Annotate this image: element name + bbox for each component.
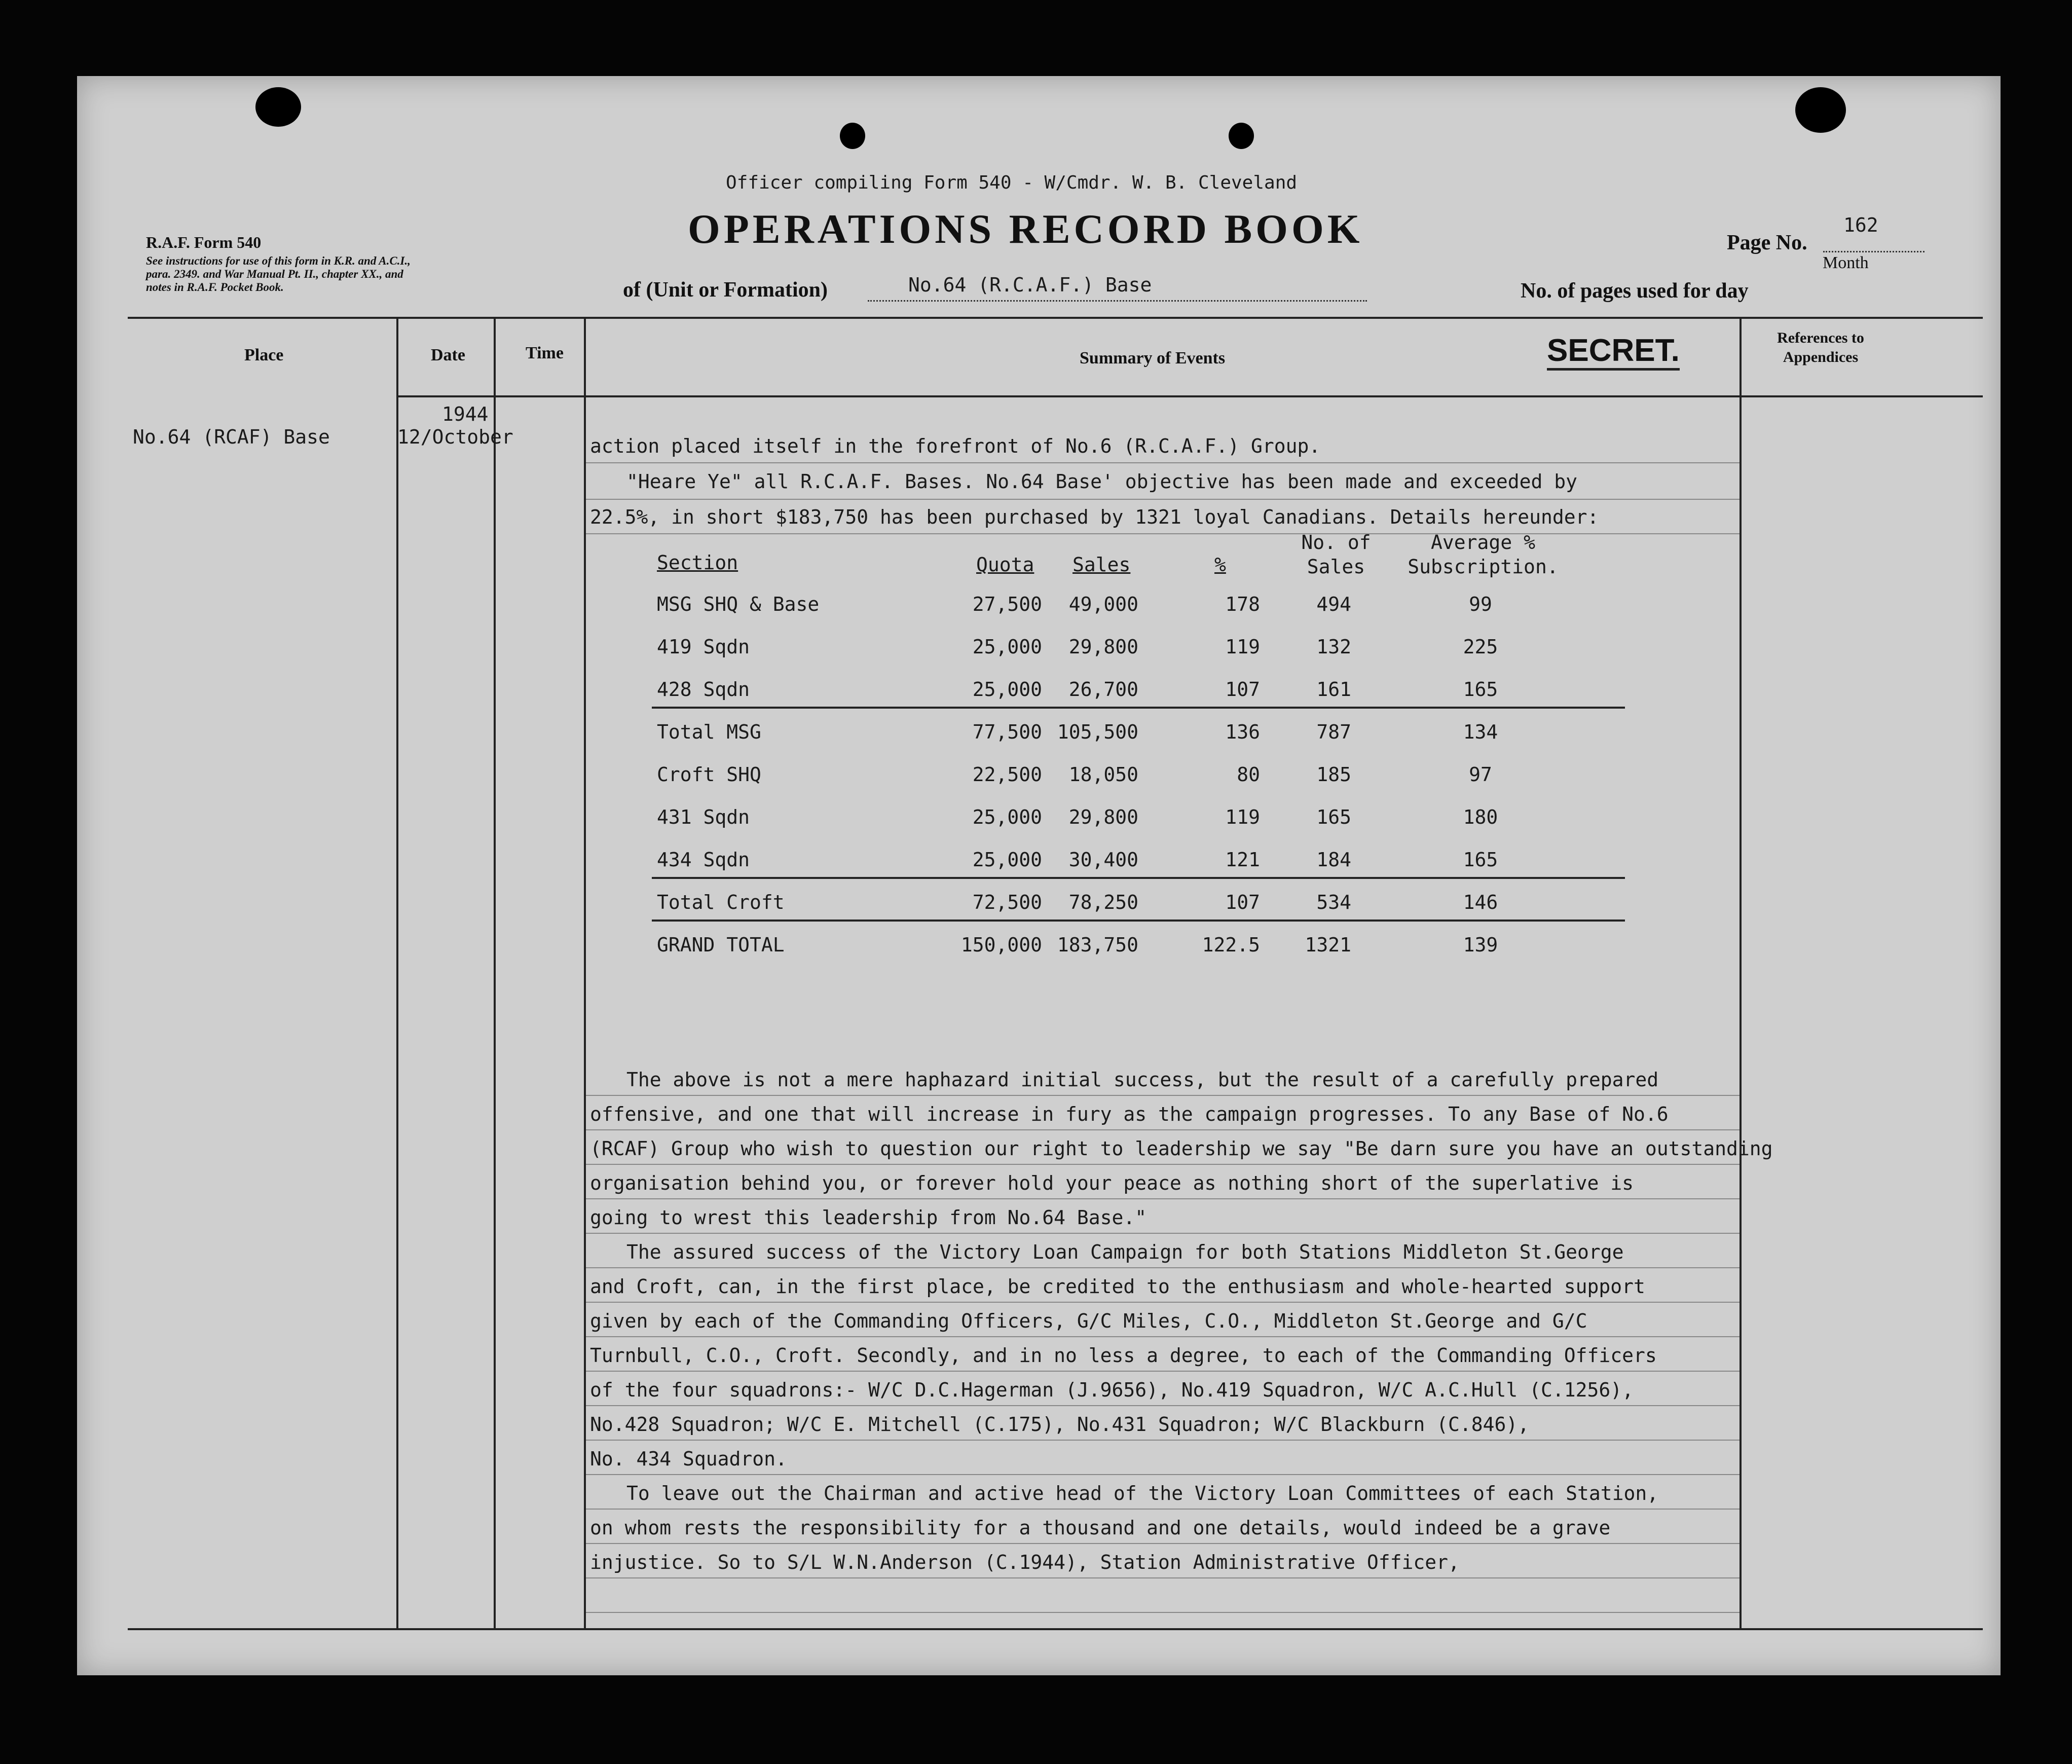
col-divider-date	[494, 317, 496, 1630]
month-label: Month	[1823, 253, 1869, 272]
cell-num: 534	[1316, 891, 1351, 913]
cell-section: Total Croft	[657, 891, 785, 913]
rule-line	[586, 1129, 1740, 1130]
cell-section: 419 Sqdn	[657, 636, 750, 658]
body-line-2: "Heare Ye" all R.C.A.F. Bases. No.64 Base' objective has been made and exceeded by	[626, 470, 1577, 493]
compiler-line: Officer compiling Form 540 - W/Cmdr. W. B. Cleveland	[726, 172, 1298, 193]
col-header-summary: Summary of Events	[1080, 349, 1226, 368]
cell-sales: 18,050	[1068, 763, 1138, 786]
table-row	[586, 593, 1740, 629]
pages-used-label: No. of pages used for day	[1521, 279, 1749, 303]
secret-stamp: SECRET.	[1547, 334, 1680, 371]
punch-hole-center-left	[840, 123, 865, 149]
form-note-3: notes in R.A.F. Pocket Book.	[146, 281, 284, 293]
rule-line	[586, 1543, 1740, 1544]
cell-sales: 29,800	[1068, 636, 1138, 658]
cell-section: Total MSG	[657, 721, 761, 743]
cell-quota: 25,000	[972, 806, 1042, 828]
page-no-underline	[1823, 251, 1925, 252]
form-note-2: para. 2349. and War Manual Pt. II., chapter XX., and	[146, 268, 403, 280]
cell-pct: 80	[1237, 763, 1260, 786]
cell-avg: 139	[1463, 934, 1498, 956]
table-row	[586, 934, 1740, 969]
cell-pct: 107	[1225, 678, 1260, 701]
cell-avg: 97	[1469, 763, 1492, 786]
col-header-place: Place	[244, 346, 284, 364]
cell-quota: 25,000	[972, 678, 1042, 701]
cell-num: 165	[1316, 806, 1351, 828]
rule-line	[586, 1267, 1740, 1268]
cell-avg: 99	[1469, 593, 1492, 615]
narrative-line: No. 434 Squadron.	[590, 1448, 787, 1470]
punch-hole-center-right	[1229, 123, 1254, 149]
cell-sales: 26,700	[1068, 678, 1138, 701]
rule-line	[586, 499, 1740, 500]
narrative-line: given by each of the Commanding Officers, G/C Miles, C.O., Middleton St.George and G/C	[590, 1310, 1587, 1332]
cell-sales: 183,750	[1057, 934, 1138, 956]
cell-quota: 72,500	[972, 891, 1042, 913]
rule-line	[586, 1371, 1740, 1372]
cell-section: Croft SHQ	[657, 763, 761, 786]
cell-num: 185	[1316, 763, 1351, 786]
cell-num: 787	[1316, 721, 1351, 743]
table-row	[586, 636, 1740, 671]
cell-num: 1321	[1305, 934, 1351, 956]
narrative-line: organisation behind you, or forever hold your peace as nothing short of the superlative is	[590, 1172, 1634, 1194]
cell-quota: 25,000	[972, 636, 1042, 658]
narrative-line: and Croft, can, in the first place, be credited to the enthusiasm and whole-hearted support	[590, 1275, 1645, 1298]
cell-quota: 150,000	[960, 934, 1042, 956]
col-header-date: Date	[431, 346, 465, 364]
cell-sales: 29,800	[1068, 806, 1138, 828]
narrative-line: going to wrest this leadership from No.64 Base."	[590, 1206, 1147, 1229]
cell-avg: 165	[1463, 849, 1498, 871]
header-num-sales: No. of Sales	[1301, 531, 1371, 578]
body-line-3: 22.5%, in short $183,750 has been purchased by 1321 loyal Canadians. Details hereunder:	[590, 506, 1599, 528]
cell-num: 494	[1316, 593, 1351, 615]
rule-line	[586, 1405, 1740, 1406]
cell-pct: 119	[1225, 636, 1260, 658]
cell-section: 428 Sqdn	[657, 678, 750, 701]
col-divider-summary	[1740, 317, 1742, 1630]
cell-sales: 30,400	[1068, 849, 1138, 871]
cell-quota: 22,500	[972, 763, 1042, 786]
cell-section: GRAND TOTAL	[657, 934, 785, 956]
col-header-time: Time	[526, 344, 564, 362]
col-header-references: References to Appendices	[1777, 329, 1864, 365]
cell-quota: 77,500	[972, 721, 1042, 743]
rule-line	[586, 1302, 1740, 1303]
total-underline	[652, 877, 1625, 879]
narrative-line: The assured success of the Victory Loan Campaign for both Stations Middleton St.George	[626, 1241, 1624, 1263]
narrative-line: offensive, and one that will increase in fury as the campaign progresses. To any Base of No.6	[590, 1103, 1669, 1125]
narrative-line: Turnbull, C.O., Croft. Secondly, and in no less a degree, to each of the Commanding Officers	[590, 1344, 1657, 1367]
header-avg: Average % Subscription.	[1408, 531, 1559, 578]
cell-avg: 146	[1463, 891, 1498, 913]
loan-table	[586, 527, 1740, 956]
narrative-line: No.428 Squadron; W/C E. Mitchell (C.175), No.431 Squadron; W/C Blackburn (C.846),	[590, 1413, 1530, 1436]
col-divider-place	[396, 317, 398, 1630]
cell-pct: 136	[1225, 721, 1260, 743]
cell-sales: 105,500	[1057, 721, 1138, 743]
cell-avg: 134	[1463, 721, 1498, 743]
rule-line	[586, 1474, 1740, 1475]
rule-line	[586, 1336, 1740, 1337]
rule-line	[586, 1198, 1740, 1199]
total-underline	[652, 920, 1625, 922]
table-bottom-border	[128, 1628, 1983, 1630]
cell-pct: 119	[1225, 806, 1260, 828]
cell-section: 434 Sqdn	[657, 849, 750, 871]
narrative-line: of the four squadrons:- W/C D.C.Hagerman (J.9656), No.419 Squadron, W/C A.C.Hull (C.1256),	[590, 1379, 1634, 1401]
rule-line	[586, 1577, 1740, 1578]
rule-line	[586, 1164, 1740, 1165]
page-no-label: Page No.	[1727, 231, 1807, 254]
body-line-1: action placed itself in the forefront of No.6 (R.C.A.F.) Group.	[590, 435, 1321, 457]
rule-line	[586, 1233, 1740, 1234]
cell-avg: 180	[1463, 806, 1498, 828]
cell-pct: 121	[1225, 849, 1260, 871]
cell-sales: 78,250	[1068, 891, 1138, 913]
summary-of-events	[586, 395, 1773, 1630]
page-title: OPERATIONS RECORD BOOK	[688, 206, 1363, 252]
narrative-line: injustice. So to S/L W.N.Anderson (C.1944), Station Administrative Officer,	[590, 1551, 1460, 1573]
rule-line	[586, 1440, 1740, 1441]
cell-sales: 49,000	[1068, 593, 1138, 615]
header-quota: Quota	[976, 554, 1034, 576]
document-page	[77, 76, 2001, 1675]
narrative-line: (RCAF) Group who wish to question our right to leadership we say "Be darn sure you have an outstanding	[590, 1137, 1773, 1160]
unit-label: of (Unit or Formation)	[623, 278, 828, 302]
entry-place: No.64 (RCAF) Base	[133, 426, 330, 448]
cell-avg: 165	[1463, 678, 1498, 701]
narrative-line: The above is not a mere haphazard initial success, but the result of a carefully prepared	[626, 1069, 1659, 1091]
rule-line	[586, 1509, 1740, 1510]
page-no-value: 162	[1843, 214, 1878, 236]
form-note-1: See instructions for use of this form in K.R. and A.C.I.,	[146, 254, 411, 267]
cell-avg: 225	[1463, 636, 1498, 658]
entry-date: 12/October	[397, 426, 513, 448]
cell-section: MSG SHQ & Base	[657, 593, 820, 615]
cell-num: 132	[1316, 636, 1351, 658]
rule-line	[586, 462, 1740, 463]
table-header-row	[586, 527, 1740, 588]
punch-hole-right	[1795, 87, 1846, 133]
table-top-border	[128, 317, 1983, 319]
cell-num: 161	[1316, 678, 1351, 701]
rule-line	[586, 1612, 1740, 1613]
total-underline	[652, 707, 1625, 709]
table-row	[586, 763, 1740, 799]
punch-hole-left	[255, 87, 301, 127]
table-row	[586, 806, 1740, 841]
entry-year: 1944	[442, 403, 489, 425]
cell-quota: 27,500	[972, 593, 1042, 615]
unit-value: No.64 (R.C.A.F.) Base	[908, 274, 1152, 296]
header-pct: %	[1214, 554, 1226, 576]
cell-pct: 107	[1225, 891, 1260, 913]
cell-quota: 25,000	[972, 849, 1042, 871]
narrative-line: on whom rests the responsibility for a thousand and one details, would indeed be a grave	[590, 1517, 1611, 1539]
cell-pct: 122.5	[1202, 934, 1260, 956]
header-sales: Sales	[1072, 554, 1131, 576]
cell-num: 184	[1316, 849, 1351, 871]
table-row	[586, 721, 1740, 756]
form-name: R.A.F. Form 540	[146, 233, 262, 251]
rule-line	[586, 1095, 1740, 1096]
cell-section: 431 Sqdn	[657, 806, 750, 828]
header-section: Section	[657, 552, 738, 574]
unit-underline	[868, 300, 1367, 302]
cell-pct: 178	[1225, 593, 1260, 615]
narrative-line: To leave out the Chairman and active head of the Victory Loan Committees of each Station,	[626, 1482, 1659, 1504]
